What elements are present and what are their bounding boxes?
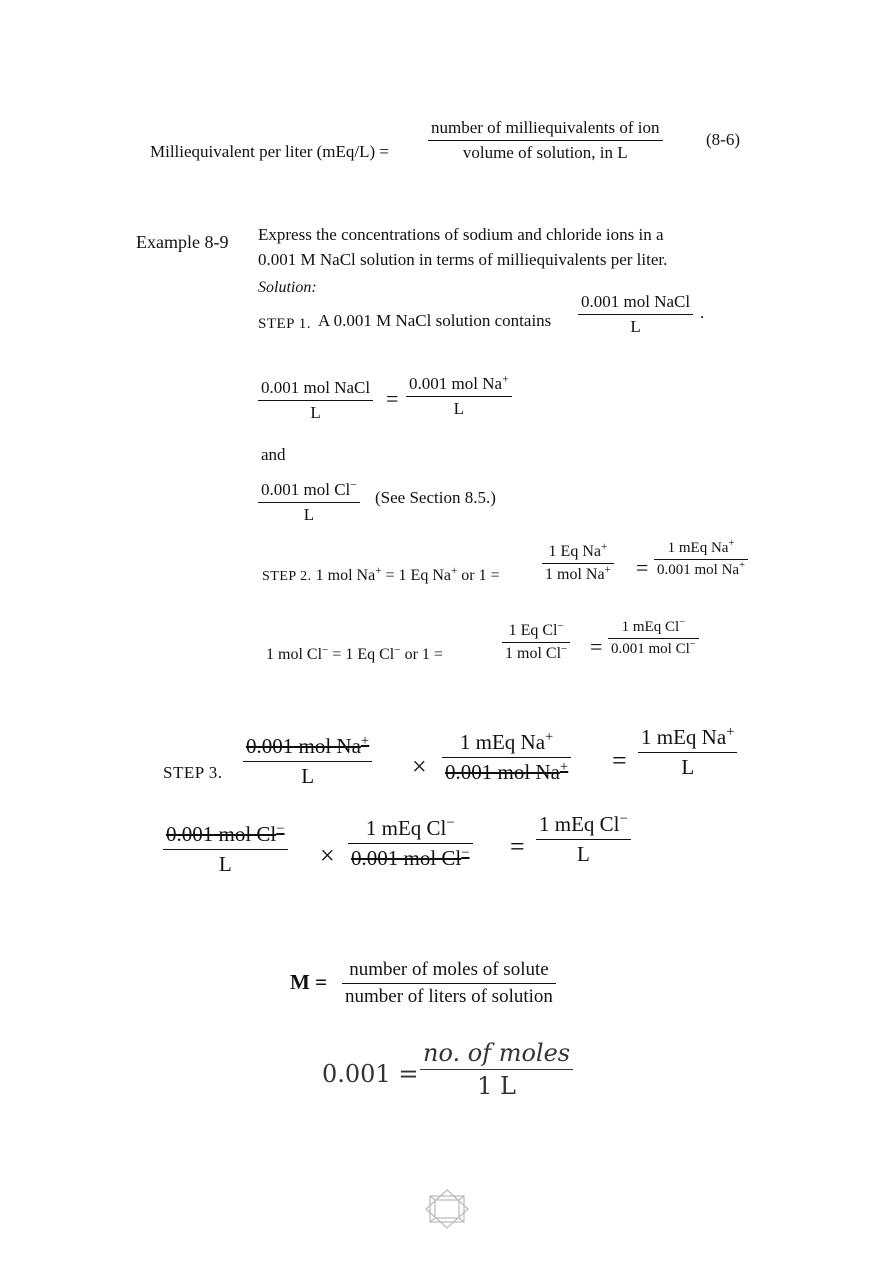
- superscript: −: [461, 845, 470, 862]
- text: 0.001 mol Na: [657, 562, 740, 579]
- step1-fraction-den: L: [630, 317, 641, 337]
- text: = 1 Eq Cl: [328, 646, 395, 663]
- step2-cl-frac2: [608, 619, 699, 658]
- step1-eq-right: [406, 371, 512, 419]
- den: [348, 844, 473, 871]
- den: [442, 758, 571, 785]
- step3-cl-c: [536, 812, 631, 867]
- example-label: Example 8-9: [136, 232, 229, 252]
- step1-fraction-num: 0.001 mol NaCl: [581, 292, 691, 311]
- equals-sign: =: [612, 746, 627, 775]
- superscript: −: [322, 643, 329, 656]
- step1-period: .: [700, 303, 705, 322]
- equals-sign: =: [590, 634, 603, 659]
- num: [665, 540, 738, 559]
- step1-eq-left: [258, 378, 373, 423]
- step1-cl-fraction: [258, 477, 360, 525]
- num: [163, 822, 288, 849]
- text: 1 mEq Na: [459, 730, 546, 754]
- den: [608, 639, 699, 658]
- text: 0.001 mol Cl: [166, 822, 277, 846]
- step1-label: STEP 1.: [258, 316, 311, 332]
- times-sign: ×: [320, 841, 335, 870]
- step2-cl-line: [266, 643, 443, 664]
- see-section: (See Section 8.5.): [375, 488, 496, 507]
- superscript: +: [450, 564, 458, 577]
- num: [619, 619, 688, 638]
- num: [506, 619, 567, 642]
- and-text: and: [261, 445, 286, 464]
- den: [542, 564, 614, 584]
- superscript: +: [360, 732, 370, 749]
- text: 1 mol Na: [545, 566, 605, 584]
- den: [654, 560, 748, 579]
- calc-lhs: 0.001 =: [322, 1060, 419, 1088]
- superscript: −: [557, 619, 564, 632]
- num: [243, 734, 372, 761]
- superscript: −: [561, 643, 568, 656]
- superscript: +: [502, 371, 509, 386]
- superscript: −: [619, 810, 628, 827]
- text: 1 Eq Na: [548, 543, 601, 560]
- eq86-fraction: [428, 118, 663, 163]
- text: 0.001 mol Na: [445, 760, 560, 785]
- step2-cl-frac1: [502, 619, 570, 663]
- superscript: −: [276, 820, 285, 837]
- times-sign: ×: [412, 752, 427, 781]
- superscript: +: [600, 540, 608, 553]
- step1-cl-num: [258, 477, 360, 502]
- step3-na-b: [442, 730, 571, 785]
- text: 1 mol Cl: [505, 645, 562, 663]
- superscript: +: [728, 538, 735, 550]
- den: L: [681, 755, 695, 780]
- text: 1 mEq Cl: [621, 619, 680, 635]
- step3-na-c: [638, 725, 737, 780]
- step1-eq-right-den: L: [453, 399, 465, 419]
- den: [502, 643, 570, 663]
- molarity-fraction: [342, 959, 556, 1008]
- step1-eq-right-num: [406, 371, 512, 396]
- text: or 1 =: [400, 646, 443, 663]
- step1-eq-left-num: 0.001 mol NaCl: [261, 378, 371, 397]
- step3-na-a: [243, 734, 372, 789]
- superscript: −: [689, 639, 696, 651]
- text: or 1 =: [457, 567, 500, 584]
- calc-den: 1 L: [477, 1072, 516, 1101]
- superscript: +: [559, 759, 569, 776]
- superscript: +: [545, 728, 554, 745]
- eq86-lhs: Milliequivalent per liter (mEq/L) =: [150, 142, 390, 161]
- step3-label: STEP 3.: [163, 763, 223, 782]
- text: 1 mEq Cl: [539, 812, 620, 836]
- equals-sign: =: [636, 555, 649, 580]
- solution-label: Solution:: [258, 279, 317, 296]
- step3-cl-a: [163, 822, 288, 877]
- num: [536, 812, 631, 839]
- text: 0.001 mol Cl: [351, 846, 462, 871]
- step2-na-frac2: [654, 540, 748, 579]
- eq86-numerator: number of milliequivalents of ion: [431, 118, 660, 137]
- superscript: +: [726, 723, 735, 740]
- step1-eq-left-den: L: [310, 403, 321, 423]
- text: 0.001 mol Na: [246, 734, 361, 758]
- step1-fraction: [578, 292, 693, 337]
- den: L: [218, 852, 232, 877]
- superscript: +: [739, 560, 745, 572]
- step1-text: A 0.001 M NaCl solution contains: [318, 311, 552, 330]
- den: L: [301, 764, 315, 789]
- num: [363, 816, 458, 843]
- example-line-1: Express the concentrations of sodium and chloride ions in a: [258, 225, 664, 244]
- superscript: +: [604, 564, 611, 577]
- superscript: −: [679, 617, 686, 629]
- den: L: [576, 842, 590, 867]
- eq86-denominator: volume of solution, in L: [462, 143, 628, 163]
- text: 1 mEq Cl: [365, 816, 447, 840]
- step3-cl-b: [348, 816, 473, 871]
- calc-num: no. of moles: [423, 1039, 571, 1067]
- num: [457, 730, 556, 757]
- text: 0.001 mol Cl: [261, 480, 351, 499]
- molarity-den: number of liters of solution: [345, 986, 553, 1008]
- step2-na-line: [262, 564, 500, 585]
- text: 1 Eq Cl: [508, 622, 558, 639]
- step2-na-frac1: [542, 540, 614, 584]
- text: 0.001 mol Cl: [611, 641, 690, 658]
- text: 1 mEq Na: [667, 540, 729, 556]
- superscript: +: [375, 564, 382, 577]
- num: [638, 725, 737, 752]
- num: [546, 540, 611, 563]
- molarity-num: number of moles of solute: [349, 959, 549, 980]
- text: = 1 Eq Na: [381, 567, 451, 584]
- step1-cl-den: L: [303, 505, 315, 525]
- equals-sign: =: [510, 832, 525, 861]
- footer-ornament-icon: [424, 1188, 470, 1230]
- text: 0.001 mol Na: [409, 374, 503, 393]
- superscript: −: [446, 814, 455, 831]
- molarity-lhs: M =: [290, 970, 328, 994]
- superscript: −: [350, 477, 357, 492]
- calc-fraction: [420, 1039, 573, 1100]
- step2-label: STEP 2.: [262, 569, 312, 584]
- equals-sign: =: [386, 386, 399, 411]
- eq86-tag: (8-6): [706, 130, 740, 149]
- text: 1 mEq Na: [641, 725, 727, 749]
- superscript: −: [394, 643, 401, 656]
- text: 1 mol Cl: [266, 646, 323, 663]
- text: 1 mol Na: [315, 567, 376, 584]
- example-line-2: 0.001 M NaCl solution in terms of milliequivalents per liter.: [258, 250, 668, 269]
